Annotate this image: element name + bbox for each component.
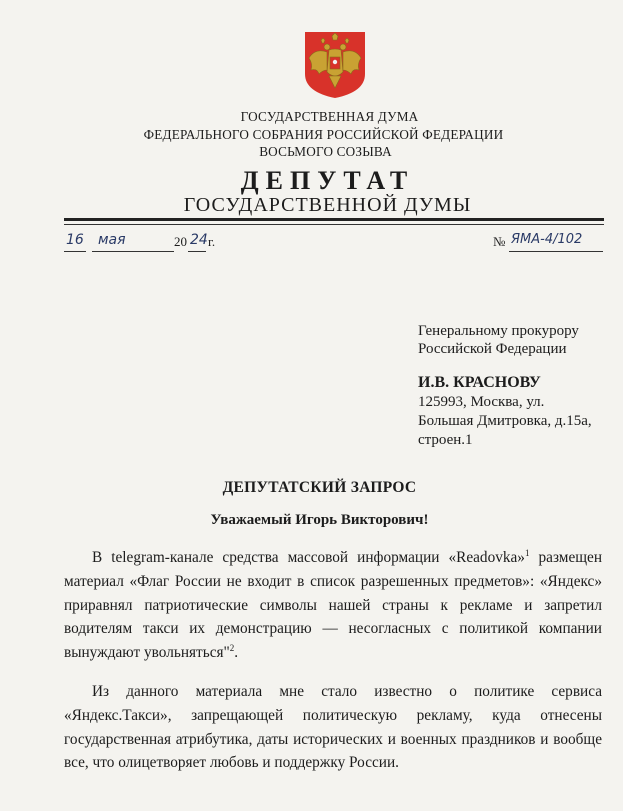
addressee-address-2: Большая Дмитровка, д.15а, [418, 413, 592, 429]
addressee-address-1: 125993, Москва, ул. [418, 394, 545, 410]
number-prefix: № [493, 234, 506, 249]
number-value: ЯМА-4/102 [511, 232, 583, 247]
footnote-ref-2[interactable]: 2 [229, 643, 235, 654]
date-year-prefix: 20 [174, 234, 187, 249]
request-title: ДЕПУТАТСКИЙ ЗАПРОС [222, 479, 417, 496]
paragraph-1-part-c: . [234, 644, 239, 662]
date-year-suffix: 24 [190, 232, 208, 248]
paragraph-1-part-b: размещен материал «Флаг России не входит в список разрешенных предметов»: «Яндекс» приравнял патриотические символы нашей страны к рекламе и запретил водителям такси их демонстрацию — несогласных с политикой компании вынуждают увольняться" [64, 549, 603, 662]
date-month: мая [98, 232, 126, 248]
addressee-address-3: строен.1 [418, 432, 473, 448]
document-number [493, 232, 603, 254]
header-rule-thin [64, 224, 604, 225]
date-suffix: г. [208, 234, 216, 249]
header-line-3: ВОСЬМОГО СОЗЫВА [259, 144, 392, 159]
paragraph-2-text: Из данного материала мне стало известно о политике сервиса «Яндекс.Такси», запрещающей политическую рекламу, куда отнесены государственная атрибутика, даты исторических и военных праздников и вообще все, что олицетворяет любовь и поддержку России. [64, 683, 602, 772]
russian-coat-of-arms-icon [303, 30, 367, 100]
deputat-title: ДЕПУТАТ [240, 166, 415, 195]
addressee-name: И.В. КРАСНОВУ [418, 374, 541, 391]
header-rule-thick [64, 218, 604, 221]
paragraph-1 [64, 546, 602, 665]
date-day: 16 [66, 232, 84, 248]
greeting: Уважаемый Игорь Викторович! [210, 512, 429, 528]
addressee-line-2: Российской Федерации [418, 341, 567, 357]
paragraph-2 [64, 680, 602, 775]
date-field [64, 232, 224, 254]
header-line-1: ГОСУДАРСТВЕННАЯ ДУМА [240, 109, 419, 124]
paragraph-1-part-a: В telegram-канале средства массовой информации «Readovka» [92, 549, 525, 566]
gosdumy-subtitle: ГОСУДАРСТВЕННОЙ ДУМЫ [183, 194, 472, 216]
addressee-line-1: Генеральному прокурору [418, 323, 579, 339]
header-line-2: ФЕДЕРАЛЬНОГО СОБРАНИЯ РОССИЙСКОЙ ФЕДЕРАЦИИ [143, 127, 504, 142]
footnote-ref-1[interactable]: 1 [524, 547, 530, 558]
